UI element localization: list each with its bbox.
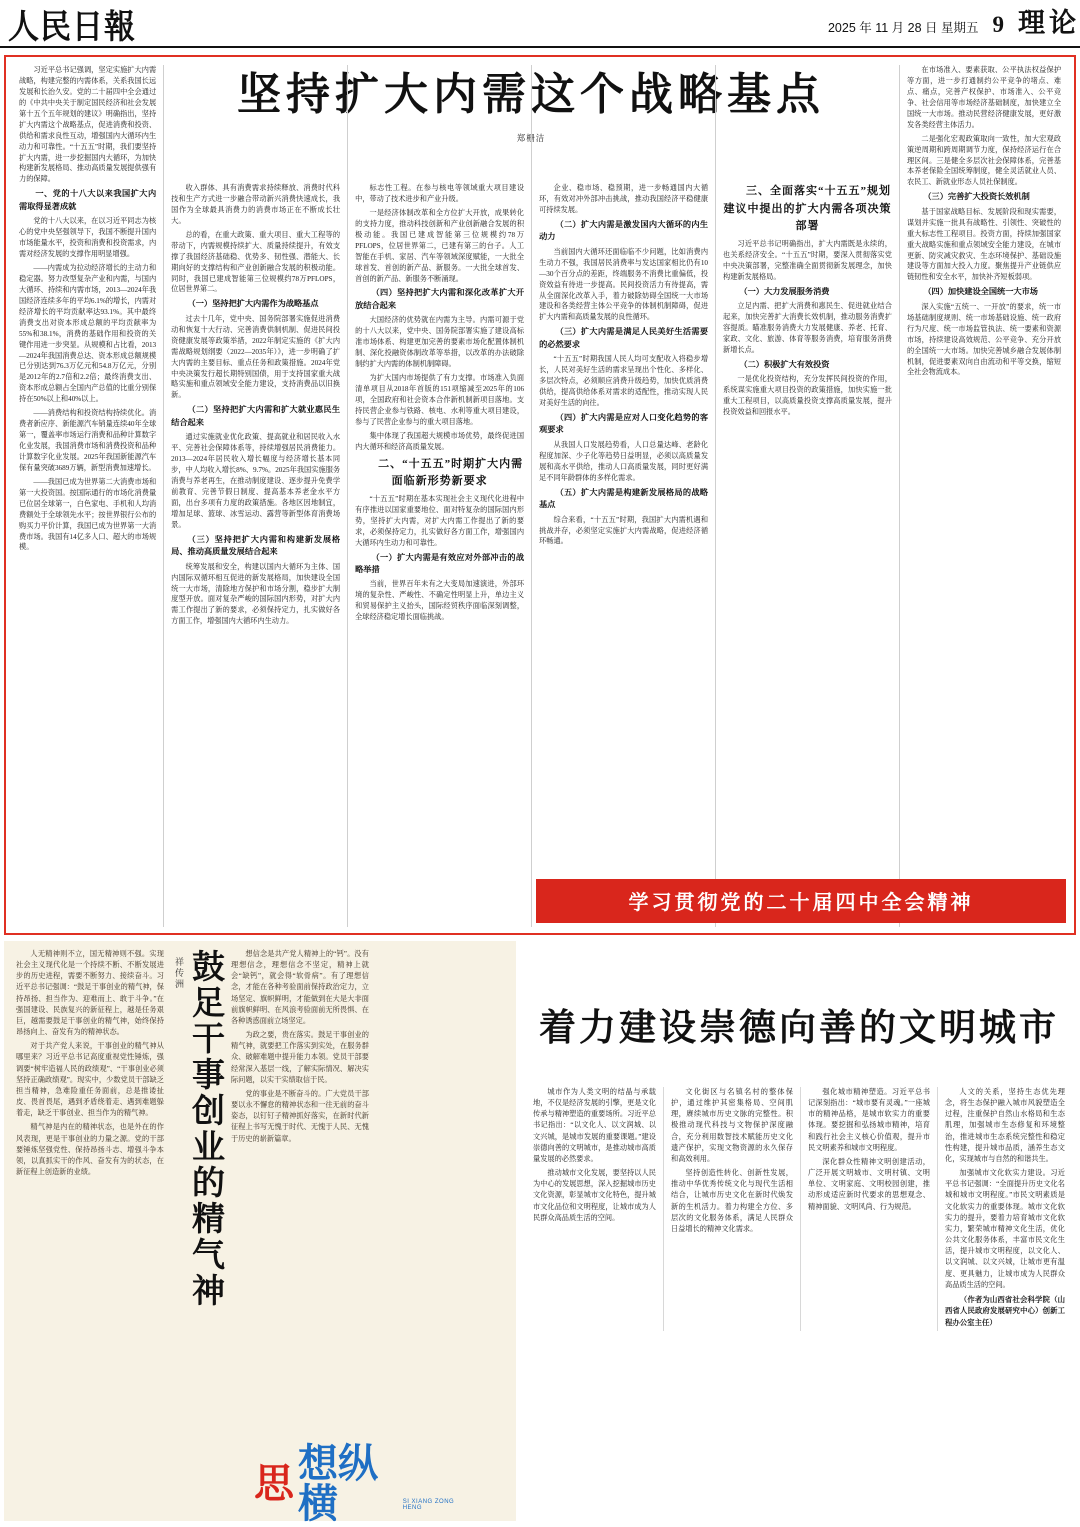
paragraph: 过去十几年，党中央、国务院部署实施促进消费动和恢复十大行动、完善消费供制机制、促进民间投资健康发展等政策举措，2022年制定实施的《扩大内需战略规划纲要（2022—2035年）》，进一步明确了扩大内需的主要目标、重点任务和政策措施。2024年党中央决策发行超长期特别国债，用于支持国家重大战略实施和重点领域安全能力建设，支持消费品以旧换新。: [171, 314, 341, 400]
subsection-heading: （一）扩大内需是有效应对外部冲击的战略举措: [355, 552, 525, 574]
paragraph: 人无精神则不立，国无精神则不强。实现社会主义现代化是一个持续不断、不断发展进步的历史进程，需要不断努力、接续奋斗。习近平总书记强调：“鼓足干事创业的精气神，保持昂扬、担当作为、迎难而上、敢于斗争。”在强国建设、民族复兴的新征程上，越是任务艰巨，越需要鼓足干事创业的精气神，始终保持昂扬向上、奋发有为的精神状态。: [16, 950, 164, 1037]
paragraph: 强化城市精神塑造。习近平总书记深刻指出：“城市要有灵魂。”一座城市的精神品格，是城市软实力的重要体现。要挖掘和弘扬城市精神，培育和践行社会主义核心价值观，提升市民文明素养和城市文明程度。: [808, 1088, 930, 1152]
paragraph: 对于共产党人来说，干事创业的精气神从哪里来？习近平总书记高度重视党性锤炼，强调要“树牢造福人民的政绩观”、“干事创业必须坚持正确政绩观”。现实中，少数党员干部缺乏担当精神，急难险重任务面前，总是推诿扯皮、畏首畏尾，遇到矛盾绕着走、遇到难题躲着走，缺乏干事创业、担当作为的精气神。: [16, 1042, 164, 1118]
badge-char-1: 思: [254, 1460, 294, 1507]
feature-left-title: 鼓足干事创业的精气神: [186, 949, 226, 1309]
headline-spacer: [539, 65, 708, 183]
paragraph: 企业、稳市场、稳预期，进一步畅通国内大循环，有效对冲外部冲击挑战，推动我国经济平稳健康可持续发展。: [539, 184, 709, 214]
paragraph: 大国经济的优势就在内需为主导。内需可源于党的十八大以来，党中央、国务院部署实施了建设高标准市场体系、构建更加完善的要素市场化配置体制机制、深化投融资体制改革等举措，以改革的办法破除制约扩大内需的体制机制障碍。: [355, 316, 525, 369]
masthead-meta: [828, 1, 1080, 40]
section-heading-2: 二、“十五五”时期扩大内需面临新形势新要求: [378, 457, 524, 488]
subsection-heading: （四）加快建设全国统一大市场: [923, 287, 1038, 297]
headline-spacer: [171, 65, 340, 183]
badge-char-2: 想纵横: [298, 1440, 378, 1527]
paragraph: 从我国人口发展趋势看，人口总量达峰、老龄化程度加深、少子化等趋势日益明显，必须以高质量发展和高水平供给，推动人口高质量发展，同时更好满足不同年龄群体的多样化需求。: [539, 440, 709, 482]
article-column-6: [899, 65, 1068, 927]
headline-spacer: [355, 65, 524, 183]
paragraph: 立足内需、把扩大消费和惠民生、促进就业结合起来，加快完善扩大消费长效机制，推动服务消费扩容提质。瞄准服务消费大力发展健康、养老、托育、家政、文化、旅游、体育等服务消费，培育服务消费新增长点。: [723, 302, 892, 354]
paragraph: 通过实施就业优化政策、提高就业和居民收入水平、完善社会保障体系等，持续增强居民消费能力。2013—2024年居民收入增长幅度与经济增长基本同步，中人均收入增长8%、9.7%。2025年我国实施服务消费与养老再生，在推动制度建设、逐步提升免费学前教育、完善节假日制度、提高基本养老金水平方面，出台多项有力度的政策措施。各地区因地制宜，增加足球、篮球、冰雪运动、露营等新型体育消费场景。: [171, 433, 341, 529]
bottom-section: [4, 941, 1076, 1527]
paragraph: 想信念是共产党人精神上的“钙”。没有理想信念，理想信念不坚定，精神上就会“缺钙”，就会得“软骨病”。有了理想信念，才能在各种考验面前保持政治定力，立场坚定、旗帜鲜明，才能做到在大是大非面前旗帜鲜明、在风浪考验面前无所畏惧、在各种诱惑面前立场坚定。: [230, 950, 369, 1025]
paragraph: 一是优化投资结构，充分发挥民间投资的作用，系统谋实施重大项目投资的政策措施，加快实施一批重大工程项目，以高质量投资支撑高质量发展，提升投资效益和回报水平。: [723, 375, 892, 416]
paragraph: 坚持创造性转化、创新性发展，推动中华优秀传统文化与现代生活相结合，让城市历史文化在新时代焕发新的生机活力。着力构建全方位、多层次的文化服务体系，满足人民群众日益增长的精神文化需求。: [671, 1169, 793, 1233]
paragraph: ——消费结构和投资结构持续优化。消费者新应序、新能源汽车销量连续40年全球第一，覆盖率市场运行消费和品种计算数字化业发展，我国消费市场和消费投资和品种计算数字化业发展。2025年我国新能源汽车保有量突破3689万辆，新型消费加速增长。: [19, 409, 157, 472]
paragraph: 当前国内大循环还面临临不少问题，比如消费内生动力不强，我国居民消费率与发达国家相比仍有10—30个百分点的差距，终端服务不消费比重偏低，投资效益有待进一步提高。民间投资活力有待提高，需从全面深化改革入手，着力破除妨碍全国统一大市场建设和各类经营主体公平竞争的体制机制障碍，促进扩大内需和高质量发展的良性循环。: [539, 247, 709, 322]
subsection-heading: （四）扩大内需是应对人口变化趋势的客观要求: [539, 412, 709, 435]
paragraph: 综合来看，“十五五”时期，我国扩大内需机遇和挑战并存，必须坚定实施扩大内需战略，促进经济循环畅通。: [539, 515, 709, 546]
paragraph: 习近平总书记明确指出，扩大内需既是永续的，也关系经济安全。“十五五”时期，要深入贯彻落实党中央决策部署，完整准确全面贯彻新发展理念，加快构建新发展格局。: [723, 239, 892, 281]
newspaper-logo: 人民日報: [8, 7, 136, 47]
paragraph: 当前，世界百年未有之大变局加速演进，外部环境的复杂性、严峻性、不确定性明显上升，单边主义和贸易保护主义抬头，国际经贸秩序面临深刻调整，全球经济稳定增长面临挑战。: [355, 580, 525, 622]
article-column-4: [531, 65, 715, 927]
lead-paragraph: 习近平总书记强调，坚定实施扩大内需战略，构建完整的内需体系，关系我国长远发展和长治久安。党的二十届四中全会通过的《中共中央关于制定国民经济和社会发展第十五个五年规划的建议》明确指出，坚持扩大内需这个战略基点，促进消费和投资、供给和需求良性互动，增强国内大循环内生动力和可靠性。“十五五”时期，我们要坚持扩大内需，进一步挖掘国内大循环，为加快构建新发展格局、推动高质量发展提供强有力的保障。: [19, 66, 157, 184]
campaign-banner: 学习贯彻党的二十届四中全会精神: [536, 879, 1066, 923]
paragraph: “十五五”时期在基本实现社会主义现代化进程中有序推进以国家重要地位、面对特复杂的国际国内形势，坚持扩大内需，对扩大内需工作提出了新的要求，必须保持定力，扎实做好各方面工作，增强国内大循环内生动力和可靠性。: [355, 494, 525, 547]
paragraph: 加强城市文化软实力建设。习近平总书记强调：“全面提升历史文化名城和城市文明程度。”市民文明素质是文化软实力的重要体现。城市文化软实力的提升，要着力培育城市文化软实力，繁荣城市精神文化生活，优化公共文化服务体系，丰富市民文化生活，提升城市文明程度，以文化人、以文润城、以文兴城，让城市更有温度、更具魅力，让城市成为人民群众高品质生活的空间。: [945, 1169, 1065, 1289]
feature-right-column-4: [937, 1087, 1072, 1331]
paragraph: 人文的关系，坚持生态优先理念，将生态保护融入城市风貌塑造全过程，注重保护自然山水格局和生态肌理，加强城市生态修复和环境整治，推进城市生态系统完整性和稳定性构建，提升城市品质，涵养生态文化，实现城市与自然的和谐共生。: [945, 1088, 1065, 1163]
section-heading-1: 一、党的十八大以来我国扩大内需取得显著成就: [19, 189, 157, 211]
paragraph: 城市作为人类文明的结晶与承载地，不仅是经济发展的引擎，更是文化传承与精神塑造的重要场所。习近平总书记指出：“以文化人、以文润城、以文兴城，是城市发展的重要课题。”建设崇德向善的文明城市，是推动城市高质量发展的必然要求。: [533, 1088, 656, 1163]
paragraph: 推动城市文化发展，要坚持以人民为中心的发展思想，深入挖掘城市历史文化资源，彰显城市文化特色，提升城市文化品位和文明程度，让城市成为人民群众高品质生活的空间。: [533, 1169, 656, 1222]
feature-right-panel: [516, 941, 1076, 1521]
subsection-heading: （四）坚持把扩大内需和深化改革扩大开放结合起来: [355, 288, 525, 310]
paragraph: 党的事业是不断奋斗的。广大党员干部要以永不懈怠的精神状态和一往无前的奋斗姿态，以钉钉子精神抓好落实，在新时代新征程上书写无愧于时代、无愧于人民、无愧于历史的崭新篇章。: [230, 1089, 369, 1143]
feature-right-title: 着力建设崇德向善的文明城市: [539, 1005, 1059, 1049]
badge-subtitle: SI XIANG ZONG HENG: [402, 1499, 455, 1511]
feature-left-column-2: [225, 949, 375, 1513]
subsection-heading: （二）积极扩大有效投资: [739, 359, 830, 369]
paragraph: 为扩大国内市场提供了有力支撑。市场准入负面清单项目从2018年首版的151项缩减至2025年的106项，全国政府和社会资本合作新机制新项目落地。支持民营企业参与铁路、核电、水利等重大项目建设，参与了民营企业参与的重大项目落地。: [355, 374, 525, 426]
subsection-heading: （三）扩大内需是满足人民美好生活需要的必然要求: [539, 327, 709, 349]
paragraph: 在市场准入、要素获取、公平执法权益保护等方面，进一步打通制约公平竞争的堵点、难点、痛点，完善产权保护、市场准入、公平竞争、社会信用等市场经济基础制度，加快建立全国统一大市场。推动民营经济健康发展，更好激发各类经营主体活力。: [906, 66, 1062, 129]
paragraph: 统筹发展和安全，构建以国内大循环为主体、国内国际双循环相互促进的新发展格局，加快建设全国统一大市场，清除地方保护和市场分割，稳步扩大制度型开放。面对复杂严峻的国际国内形势，对扩大内需工作提出了新的要求，必须保持定力，扎实做好各方面工作，增强国内大循环内生动力。: [171, 562, 341, 626]
paragraph: 为政之要，贵在落实。鼓足干事创业的精气神，就要把工作落实到实处，在服务群众、破解难题中提升能力本领。党员干部要经常深入基层一线，了解实际情况、解决实际问题，以实干实绩取信于民。: [230, 1031, 369, 1084]
column-logo-badge: [254, 1440, 464, 1527]
article-column-5: [715, 65, 899, 927]
paragraph: 党的十八大以来，在以习近平同志为核心的党中央坚强领导下，我国不断提升国内市场能量水平，投资和消费和投资需求，内需对经济发展的支撑作用明显增强。: [19, 217, 157, 259]
author-credit: （作者为山西省社会科学院（山西省人民政府发展研究中心）创新工程办公室主任）: [945, 1294, 1065, 1327]
paragraph: 集中体现了我国超大规模市场优势，最终促进国内大循环和经济高质量发展。: [355, 431, 525, 451]
page-number: 9: [992, 12, 1004, 37]
subsection-heading: （二）坚持把扩大内需和扩大就业惠民生结合起来: [171, 405, 341, 427]
feature-right-column-2: [663, 1087, 800, 1331]
feature-right-column-1: [526, 1087, 663, 1331]
paragraph: 标志性工程。在参与核电等领域重大项目建设中，带动了技术进步和产业升级。: [355, 184, 525, 203]
section-heading-3: 三、全面落实“十五五”规划建议中提出的扩大内需各项决策部署: [723, 185, 892, 233]
headline-spacer: [723, 65, 892, 183]
paragraph: 深化群众性精神文明创建活动，广泛开展文明城市、文明村镇、文明单位、文明家庭、文明校园创建，推动形成适应新时代要求的思想观念、精神面貌、文明风尚、行为规范。: [808, 1157, 930, 1211]
page-title: 坚持扩大内需这个战略基点: [237, 69, 825, 120]
article-byline: 郑栅洁: [516, 133, 546, 143]
paragraph: ——我国已成为世界第二大消费市场和第一大投资国。按国际通行的市场化消费量已位居全球第一，白色家电、手机和人均消费额处于全球领先水平；按世界银行公布的购买力平价计算，我国已成为世界第一大消费市场。我国有14亿多人口、超大的市场规模。: [19, 477, 157, 552]
publication-date: 2025 年 11 月 28 日 星期五: [827, 21, 979, 35]
paragraph: 一是经济体制改革和全方位扩大开放，成果转化的支持力度，推动科技创新和产业创新融合发展的积极动能。我国已建成智能第三位规模约78万PFLOPS，位居世界第二，已建有第三的台子。人工智能在手机、家居、汽车等领域深度赋能，一大批全球首发、首创的新产品、新服务。一大批全球首发、首创的新产品、新服务不断涌现。: [355, 208, 525, 283]
paragraph: 二是强化宏观政策取向一致性，加大宏观政策逆周期和跨周期调节力度，保持经济运行在合理区间。三是健全多层次社会保障体系，完善基本养老保险全国统筹制度，健全灵活就业人员、农民工、新就业形态人员社保制度。: [906, 134, 1062, 187]
article-column-1: [12, 65, 163, 927]
paragraph: ——内需成为拉动经济增长的主动力和稳定器。努力改型复杂产业和内需，与国内大循环、持续和内需市场，2013—2024年我国经济连续多年的平均6.1%的增长，内需对经济增长的平均贡献率达93.1%。其中最终消费支出对资本形成总额的平均贡献率为55%和38.1%，消费的基础作用和投资的关键作用进一步突显。从规模和占比看，2013—2024年我国消费总达、资本形成总额规模已分别达到76.3万亿元和54.8万亿元，分别是2012年的2.7倍和2.2倍；最终消费支出、资本形成总额占全国内产总值的比重分别保持在50%以上和40%以上。: [19, 264, 157, 404]
paragraph: 总的看，在重大政策、重大项目、重大工程等的带动下，内需规模持续扩大、质量持续提升，有效支撑了我国经济基础稳、优势多、韧性强、潜能大、长期向好的支撑结构和产业创新融合发展的积极动能。同时，我国已建成智能第三位规模约78万PFLOPS，位居世界第二。: [171, 230, 341, 294]
feature-right-column-3: [800, 1087, 937, 1331]
lead-article-block: [4, 55, 1076, 935]
subsection-heading: （三）坚持把扩大内需和构建新发展格局、推动高质量发展结合起来: [171, 534, 341, 557]
paragraph: 深入实施“五统一、一开放”的要求，统一市场基础制度规则、统一市场基础设施、统一政府行为尺度、统一市场监管执法、统一要素和资源市场，持续建设高效规范、公平竞争、充分开放的全国统一大市场。加快完善城乡融合发展体制机制，促进要素双向自由流动和平等交换，缩短全社会物流成本。: [906, 302, 1062, 377]
paragraph: 基于国家战略目标、发展阶段和现实需要，谋划并实施一批具有战略性、引领性、突破性的重大标志性工程项目。投资方面，持续加强国家重大战略实施和重点领域安全能力建设，在城市更新、防灾减灾救灾、生态环境保护、基础设施建设等方面加大投入力度。聚焦提升产业链供应链韧性和安全水平，加快补齐短板弱项。: [906, 207, 1062, 282]
feature-left-column-1: [10, 949, 170, 1513]
feature-right-columns: [526, 1087, 1072, 1331]
subsection-heading: （一）坚持把扩大内需作为战略基点: [187, 299, 319, 309]
subsection-heading: （二）扩大内需是激发国内大循环的内生动力: [539, 219, 709, 242]
subsection-heading: （一）大力发展服务消费: [739, 286, 830, 296]
subsection-heading: （三）完善扩大投资长效机制: [923, 192, 1030, 202]
paragraph: 精气神是内在的精神状态，也是外在的作风表现，更是干事创业的力量之源。党的干部要锤炼坚强党性、保持昂扬斗志、增强斗争本领，以真抓实干的作风、奋发有为的状态，在新征程上创造新的业绩。: [16, 1123, 164, 1176]
feature-left-byline: 祥传洲: [174, 957, 184, 990]
feature-right-headline-area: [526, 947, 1072, 1051]
paragraph: 文化街区与名镇名村的整体保护，通过维护其密集格局、空间肌理，赓续城市历史文脉的完整性。积极推动现代科技与文物保护深度融合，充分利用数智技术赋能历史文化遗产保护，实现文物资源的永久保存和高效利用。: [671, 1088, 793, 1163]
paragraph: “十五五”时期我国人民人均可支配收入将稳步增长，人民对美好生活的需求呈现出个性化、多样化、多层次特点，必须顺应消费升级趋势，加快优质消费供给，提高供给体系对需求的适配性，推动实现人民对美好生活的向往。: [539, 355, 709, 407]
feature-left-panel: [4, 941, 516, 1527]
masthead: [0, 0, 1080, 48]
article-column-3: [347, 65, 531, 927]
article-column-2: [163, 65, 347, 927]
section-title: 理论: [1018, 8, 1080, 39]
paragraph: 收入群体、具有消费需求持续释放、消费时代科技和生产方式进一步融合带动新兴消费快速成长，我国作为全球最具消费力的消费市场正在不断成长壮大。: [171, 184, 341, 225]
subsection-heading: （五）扩大内需是构建新发展格局的战略基点: [539, 487, 709, 510]
